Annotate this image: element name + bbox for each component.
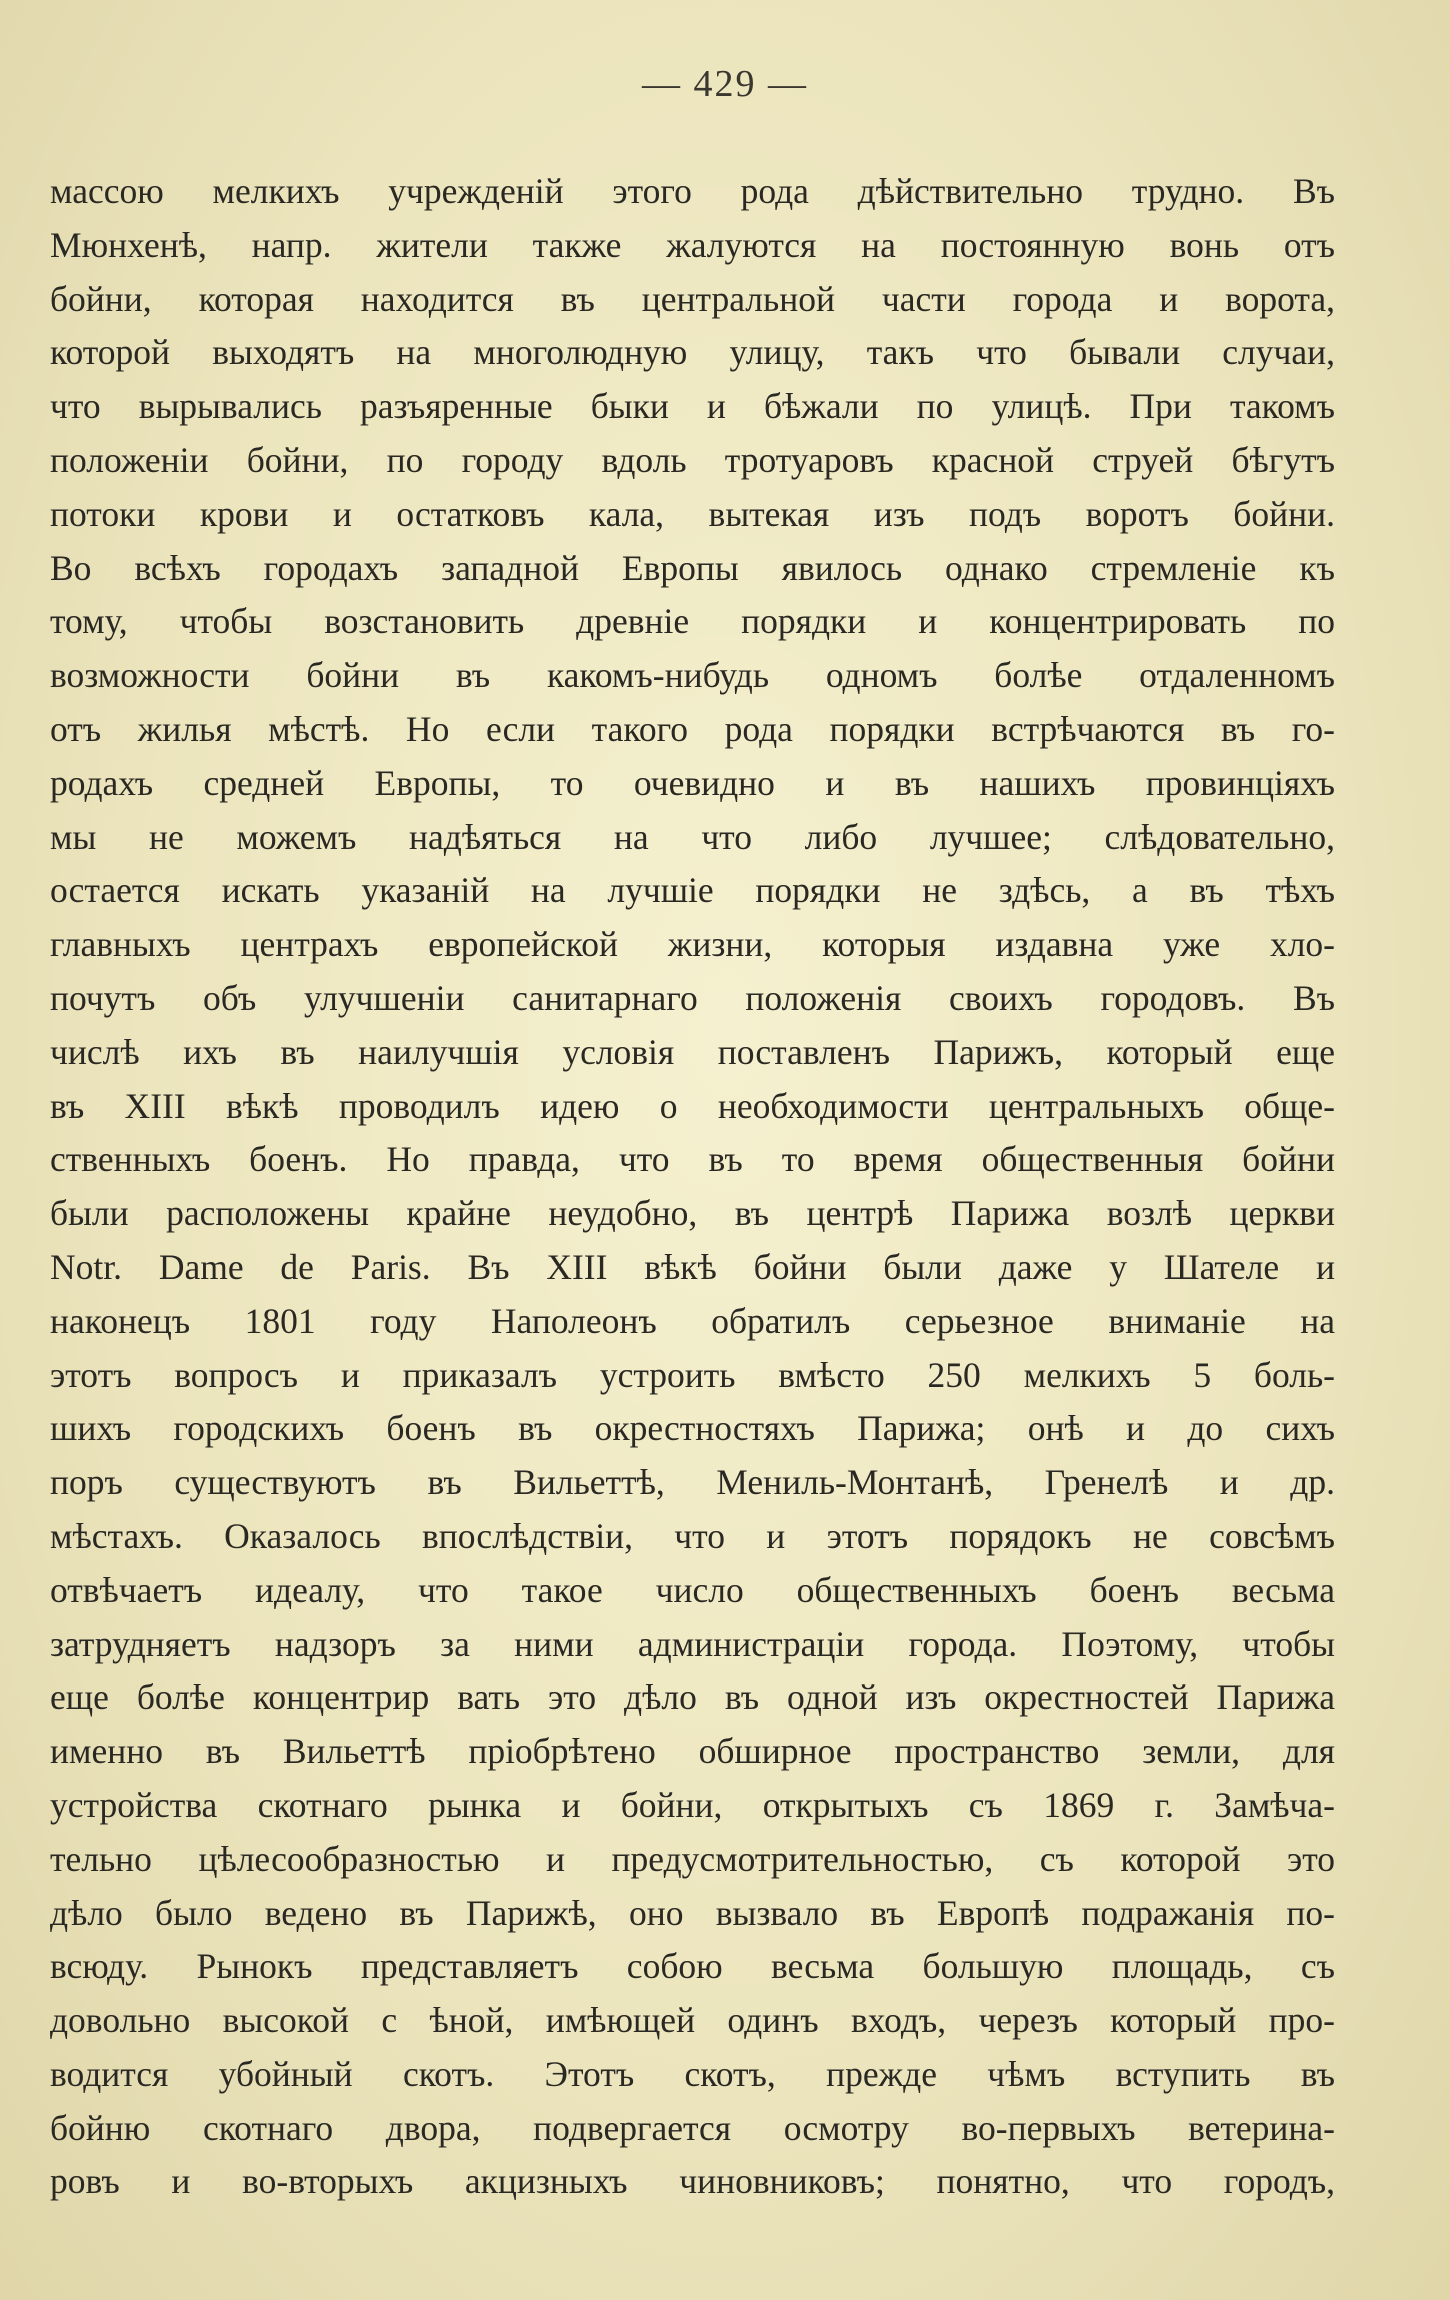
text-line: главныхъ центрахъ европейской жизни, которыя издавна уже хло-	[50, 924, 1335, 965]
text-line: шихъ городскихъ боенъ въ окрестностяхъ Парижа; онѣ и до сихъ	[50, 1408, 1335, 1449]
text-line: были расположены крайне неудобно, въ центрѣ Парижа возлѣ церкви	[50, 1193, 1335, 1234]
text-line: тельно цѣлесообразностью и предусмотрительностью, съ которой это	[50, 1838, 1335, 1879]
text-line: еще болѣе концентрир вать это дѣло въ одной изъ окрестностей Парижа	[50, 1677, 1335, 1718]
text-line: которой выходятъ на многолюдную улицу, такъ что бывали случаи,	[50, 332, 1335, 373]
text-line: ственныхъ боенъ. Но правда, что въ то время общественныя бойни	[50, 1139, 1335, 1180]
text-line: остается искать указаній на лучшіе порядки не здѣсь, а въ тѣхъ	[50, 870, 1335, 911]
text-line: устройства скотнаго рынка и бойни, открытыхъ съ 1869 г. Замѣча-	[50, 1784, 1335, 1825]
text-line: возможности бойни въ какомъ-нибудь одномъ болѣе отдаленномъ	[50, 655, 1335, 696]
text-line: мы не можемъ надѣяться на что либо лучшее; слѣдовательно,	[50, 816, 1335, 857]
text-line: всюду. Рынокъ представляетъ собою весьма большую площадь, съ	[50, 1946, 1335, 1987]
text-line: поръ существуютъ въ Вильеттѣ, Мениль-Монтанѣ, Гренелѣ и др.	[50, 1462, 1335, 1503]
text-line: водится убойный скотъ. Этотъ скотъ, прежде чѣмъ вступить въ	[50, 2053, 1335, 2094]
text-line: родахъ средней Европы, то очевидно и въ нашихъ провинціяхъ	[50, 762, 1335, 803]
text-line: затрудняетъ надзоръ за ними администраціи города. Поэтому, чтобы	[50, 1623, 1335, 1664]
text-line: отвѣчаетъ идеалу, что такое число общественныхъ боенъ весьма	[50, 1569, 1335, 1610]
text-line: дѣло было ведено въ Парижѣ, оно вызвало въ Европѣ подражанія по-	[50, 1892, 1335, 1933]
text-line: числѣ ихъ въ наилучшія условія поставленъ Парижъ, который еще	[50, 1031, 1335, 1072]
text-line: бойни, которая находится въ центральной части города и ворота,	[50, 278, 1335, 319]
text-line: массою мелкихъ учрежденій этого рода дѣйствительно трудно. Въ	[50, 171, 1335, 211]
text-line: ровъ и во-вторыхъ акцизныхъ чиновниковъ; понятно, что городъ,	[50, 2161, 1335, 2202]
text-line: довольно высокой с ѣной, имѣющей одинъ входъ, черезъ который про-	[50, 2000, 1335, 2041]
text-line: потоки крови и остатковъ кала, вытекая изъ подъ воротъ бойни.	[50, 493, 1335, 534]
text-line: этотъ вопросъ и приказалъ устроить вмѣсто 250 мелкихъ 5 боль-	[50, 1354, 1335, 1395]
page-number: — 429 —	[642, 63, 808, 105]
text-line: Мюнхенѣ, напр. жители также жалуются на постоянную вонь отъ	[50, 224, 1335, 265]
text-line: тому, чтобы возстановить древніе порядки и концентрировать по	[50, 601, 1335, 642]
text-line: Во всѣхъ городахъ западной Европы явилось однако стремленіе къ	[50, 547, 1335, 588]
text-line: въ XIII вѣкѣ проводилъ идею о необходимости центральныхъ обще-	[50, 1085, 1335, 1126]
text-line: почутъ объ улучшеніи санитарнаго положенія своихъ городовъ. Въ	[50, 977, 1335, 1018]
text-line: что вырывались разъяренные быки и бѣжали по улицѣ. При такомъ	[50, 386, 1335, 427]
page-text-body	[50, 165, 1335, 2209]
text-line: бойню скотнаго двора, подвергается осмотру во-первыхъ ветерина-	[50, 2107, 1335, 2148]
text-line: наконецъ 1801 году Наполеонъ обратилъ серьезное вниманіе на	[50, 1300, 1335, 1341]
text-line: положеніи бойни, по городу вдоль тротуаровъ красной струей бѣгутъ	[50, 439, 1335, 480]
text-line: отъ жилья мѣстѣ. Но если такого рода порядки встрѣчаются въ го-	[50, 708, 1335, 749]
text-line: именно въ Вильеттѣ пріобрѣтено обширное пространство земли, для	[50, 1731, 1335, 1772]
text-line: мѣстахъ. Оказалось впослѣдствіи, что и этотъ порядокъ не совсѣмъ	[50, 1515, 1335, 1556]
text-line: Notr. Dame de Paris. Въ XIII вѣкѣ бойни были даже у Шателе и	[50, 1246, 1335, 1287]
